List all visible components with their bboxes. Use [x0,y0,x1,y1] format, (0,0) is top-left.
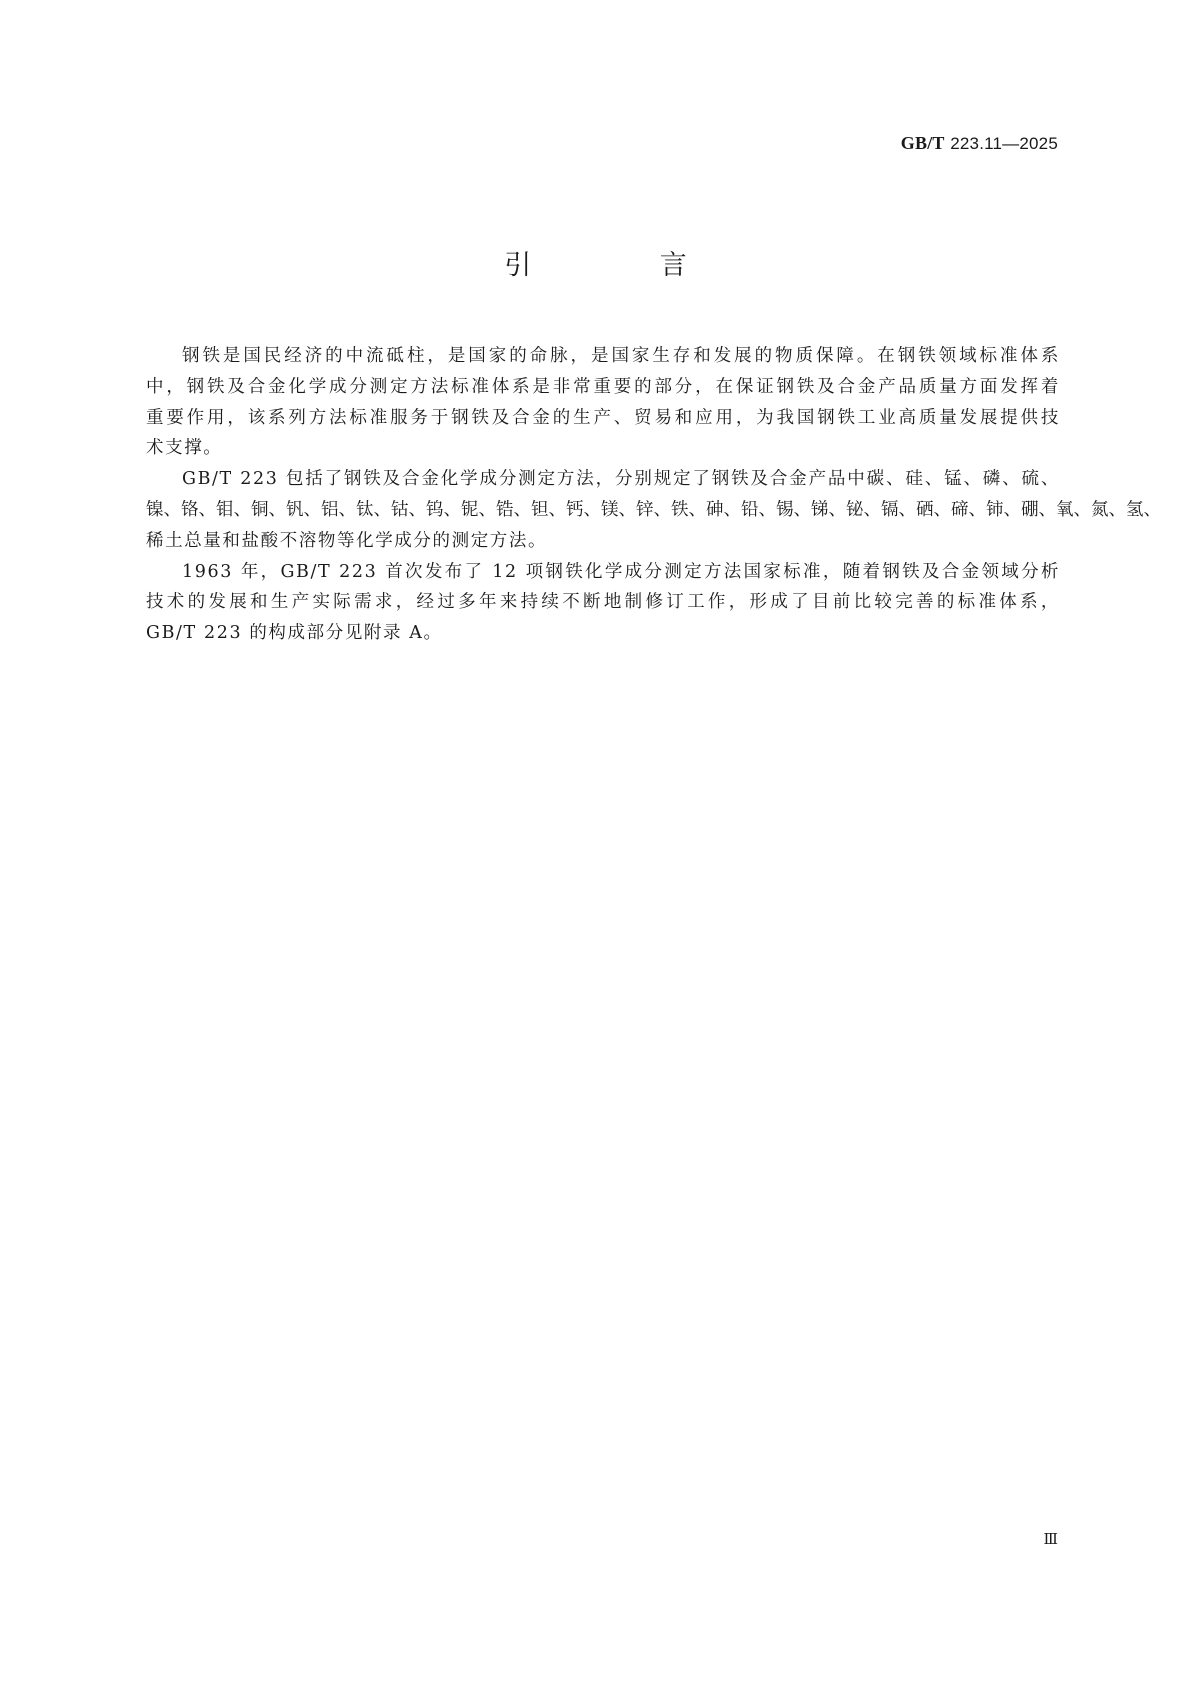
text-line: GB/T 223 包括了钢铁及合金化学成分测定方法，分别规定了钢铁及合金产品中碳、硅、锰、磷、硫、 [182,469,1060,490]
text-line: 术支撑。 [146,438,223,459]
paragraph-3 [146,557,1060,649]
text-line: 镍、铬、钼、铜、钒、铝、钛、钴、钨、铌、锆、钽、钙、镁、锌、铁、砷、铅、锡、锑、铋、镉、硒、碲、铈、硼、氧、氮、氢、 [146,499,1161,520]
standard-prefix: GB/T [900,133,945,153]
section-title: 引 言 [504,250,747,281]
introduction-body [146,341,1161,649]
paragraph-1 [146,341,1060,464]
text-line: 重要作用，该系列方法标准服务于钢铁及合金的生产、贸易和应用，为我国钢铁工业高质量发展提供技 [146,407,1060,428]
standard-number: 223.11—2025 [950,134,1058,153]
paragraph-2 [146,464,1161,556]
page-number: Ⅲ [1043,1532,1058,1548]
text-line: GB/T 223 的构成部分见附录 A。 [146,623,443,644]
standard-code [901,133,1058,154]
text-line: 稀土总量和盐酸不溶物等化学成分的测定方法。 [146,530,548,551]
text-line: 1963 年，GB/T 223 首次发布了 12 项钢铁化学成分测定方法国家标准，随着钢铁及合金领域分析 [182,561,1060,582]
text-line: 技术的发展和生产实际需求，经过多年来持续不断地制修订工作，形成了目前比较完善的标准体系， [146,592,1060,613]
text-line: 钢铁是国民经济的中流砥柱，是国家的命脉，是国家生存和发展的物质保障。在钢铁领域标准体系 [182,346,1060,366]
text-line: 中，钢铁及合金化学成分测定方法标准体系是非常重要的部分，在保证钢铁及合金产品质量方面发挥着 [146,376,1060,397]
